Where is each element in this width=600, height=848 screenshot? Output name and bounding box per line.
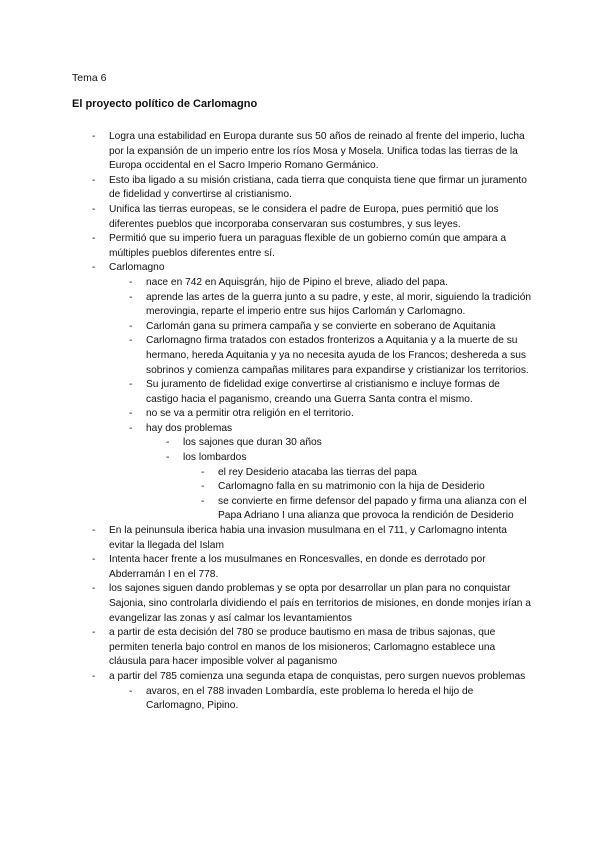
list-item: - Intenta hacer frente a los musulmanes en Roncesvalles, en donde es derrotado por Abderramán I en el 778. — [92, 553, 532, 582]
problema-item-label: los lombardos — [183, 452, 247, 464]
list-item-segunda-etapa — [92, 670, 532, 714]
topic-label: Tema 6 — [72, 72, 107, 84]
lombardos-sublist — [201, 466, 532, 524]
segunda-etapa-sublist — [129, 685, 532, 714]
sub-list-item: - aprende las artes de la guerra junto a su padre, y este, al morir, siguiendo la tradición merovingia, reparte el imperio entre sus hijos Carlomán y Carlomagno. — [129, 291, 532, 320]
list-item: - Esto iba ligado a su misión cristiana, cada tierra que conquista tiene que firmar un juramento de fidelidad y convertirse al cristianismo. — [92, 174, 532, 203]
sub-list-item: - Carlomán gana su primera campaña y se convierte en soberano de Aquitania — [129, 320, 532, 335]
list-item-label: a partir del 785 comienza una segunda etapa de conquistas, pero surgen nuevos problemas — [109, 670, 526, 682]
sub-list-item: - Carlomagno firma tratados con estados fronterizos a Aquitania y a la muerte de su hermano, hereda Aquitania y ya no necesita ayuda de los Francos; deshereda a sus sobrinos y comienza campañas militares para expandirse y cristianizar los territorios. — [129, 334, 532, 378]
list-item: - a partir de esta decisión del 780 se produce bautismo en masa de tribus sajonas, que permiten tenerla bajo control en manos de los misioneros; Carlomagno establece una cláusula para hacer imposible volver al paganismo — [92, 626, 532, 670]
page-title: El proyecto político de Carlomagno — [72, 98, 258, 110]
list-item: - En la peinunsula iberica habia una invasion musulmana en el 711, y Carlomagno intenta evitar la llegada del Islam — [92, 524, 532, 553]
list-item: - los sajones siguen dando problemas y se opta por desarrollar un plan para no conquistar Sajonia, sino controlarla dividiendo el país en territorios de misiones, en donde monjes irían a evangelizar las zonas y así calmar los levantamientos — [92, 582, 532, 626]
main-list — [92, 130, 532, 714]
sub-list-item-label: hay dos problemas — [146, 422, 233, 434]
lombardos-item: - Carlomagno falla en su matrimonio con la hija de Desiderio — [201, 480, 532, 495]
lombardos-item: - el rey Desiderio atacaba las tierras del papa — [201, 466, 532, 481]
lombardos-item: - se convierte en firme defensor del papado y firma una alianza con el Papa Adriano I una alianza que provoca la rendición de Desiderio — [201, 495, 532, 524]
list-item: - Logra una estabilidad en Europa durante sus 50 años de reinado al frente del imperio, lucha por la expansión de un imperio entre los ríos Mosa y Mosela. Unifica todas las tierras de la Europa occidental en el Sacro Imperio Romano Germánico. — [92, 130, 532, 174]
carlomagno-sublist — [129, 276, 532, 524]
sub-list-item: - Su juramento de fidelidad exige convertirse al cristianismo e incluye formas de castigo hacia el paganismo, creando una Guerra Santa contra el mismo. — [129, 378, 532, 407]
list-item: - Unifica las tierras europeas, se le considera el padre de Europa, pues permitió que los diferentes pueblos que incorporaba conservaran sus costumbres, y sus leyes. — [92, 203, 532, 232]
list-item-carlomagno — [92, 261, 532, 524]
sub-list-item: - avaros, en el 788 invaden Lombardía, este problema lo hereda el hijo de Carlomagno, Pipino. — [129, 685, 532, 714]
sub-list-item: - no se va a permitir otra religión en el territorio. — [129, 407, 532, 422]
sub-list-item: - nace en 742 en Aquisgrán, hijo de Pipino el breve, aliado del papa. — [129, 276, 532, 291]
list-item-label: Carlomagno — [109, 262, 165, 274]
problema-item: - los sajones que duran 30 años — [166, 436, 532, 451]
sub-list-item-problemas — [129, 422, 532, 524]
list-item: - Permitió que su imperio fuera un paraguas flexible de un gobierno común que ampara a múltiples pueblos diferentes entre sí. — [92, 232, 532, 261]
problema-item-lombardos — [166, 451, 532, 524]
problemas-sublist — [166, 436, 532, 524]
